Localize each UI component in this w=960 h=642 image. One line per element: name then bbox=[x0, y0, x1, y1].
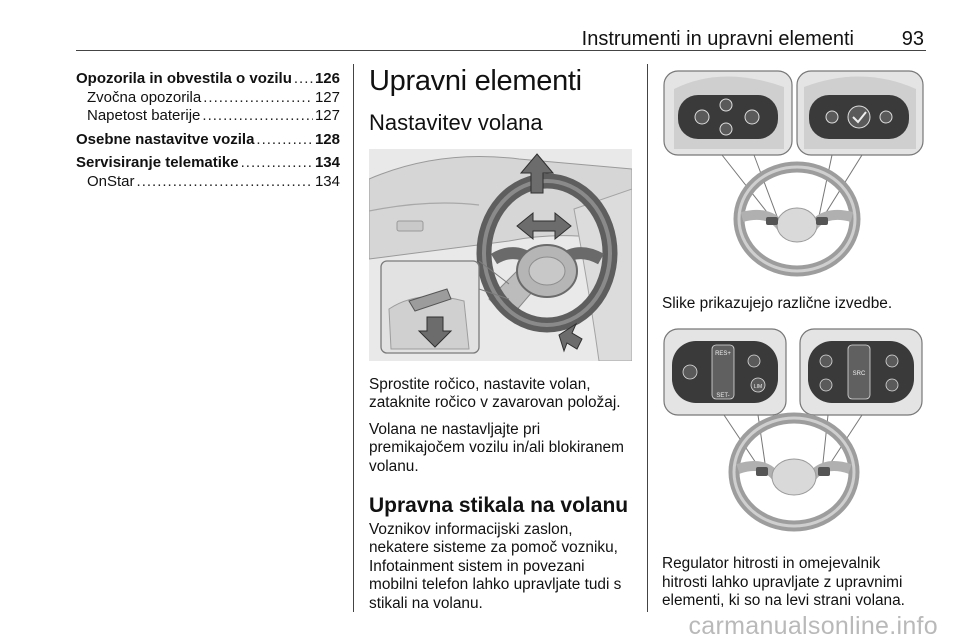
set-label: SET- bbox=[716, 393, 730, 400]
toc-leader bbox=[241, 154, 313, 173]
body-line: mobilni telefon lahko upravljate tudi s bbox=[369, 576, 622, 594]
toc-entry-page: 127 bbox=[314, 107, 340, 124]
toc-entry[interactable] bbox=[76, 70, 340, 89]
toc-leader bbox=[203, 89, 313, 108]
figure-caption: Slike prikazujejo različne izvedbe. bbox=[662, 295, 893, 312]
toc-entry-title: Opozorila in obvestila o vozilu bbox=[76, 70, 292, 87]
toc-leader bbox=[137, 173, 313, 192]
instruction-line: zataknite ročico v zavarovan položaj. bbox=[369, 394, 621, 412]
res-label: RES+ bbox=[715, 351, 731, 358]
warning-line: premikajočem vozilu in/ali blokiranem bbox=[369, 439, 624, 457]
toc-entry-page: 134 bbox=[314, 154, 340, 171]
lim-label: LIM bbox=[753, 384, 763, 391]
column-steering-switches bbox=[662, 64, 928, 611]
header-rule bbox=[76, 50, 926, 51]
watermark: carmanualsonline.info bbox=[688, 612, 938, 640]
toc-entry-title: Osebne nastavitve vozila bbox=[76, 130, 255, 148]
toc-leader bbox=[256, 131, 313, 150]
header-title: Instrumenti in upravni elementi bbox=[581, 28, 854, 50]
toc-entry-page: 126 bbox=[314, 70, 340, 87]
toc-leader bbox=[202, 107, 313, 126]
section-heading: Upravna stikala na volanu bbox=[369, 494, 629, 518]
section-title: Upravni elementi bbox=[369, 65, 582, 97]
warning-line: Volana ne nastavljajte pri bbox=[369, 420, 541, 438]
column-steering-adjustment bbox=[369, 64, 635, 613]
caption-line: hitrosti lahko upravljate z upravnimi bbox=[662, 573, 903, 591]
toc-entry-title: OnStar bbox=[87, 172, 135, 190]
toc-entry[interactable] bbox=[76, 107, 340, 126]
caption-line: elementi, ki so na levi strani volana. bbox=[662, 592, 905, 610]
column-divider-2 bbox=[647, 64, 648, 612]
column-divider-1 bbox=[353, 64, 354, 612]
toc-entry-title: Napetost baterije bbox=[87, 107, 201, 124]
page-header bbox=[76, 28, 928, 50]
body-line: Voznikov informacijski zaslon, bbox=[369, 521, 573, 539]
toc-entry-page: 134 bbox=[314, 172, 340, 190]
toc-entry[interactable] bbox=[76, 131, 340, 150]
toc-entry-page: 127 bbox=[314, 88, 340, 106]
subsection-title: Nastavitev volana bbox=[369, 110, 543, 135]
body-line: Infotainment sistem in povezani bbox=[369, 557, 585, 575]
toc-entry[interactable] bbox=[76, 154, 340, 173]
table-of-contents bbox=[76, 70, 340, 191]
src-label: SRC bbox=[852, 371, 866, 378]
body-line: stikali na volanu. bbox=[369, 594, 483, 612]
toc-entry-title: Zvočna opozorila bbox=[87, 88, 202, 106]
warning-line: volanu. bbox=[369, 457, 419, 475]
body-line: nekatere sisteme za pomoč vozniku, bbox=[369, 539, 618, 557]
toc-entry-page: 128 bbox=[314, 130, 340, 148]
toc-leader bbox=[294, 70, 313, 89]
page-number: 93 bbox=[901, 28, 924, 50]
steering-adjustment-illustration bbox=[369, 149, 632, 361]
toc-entry-title: Servisiranje telematike bbox=[76, 154, 239, 171]
toc-entry[interactable] bbox=[76, 173, 340, 192]
instruction-line: Sprostite ročico, nastavite volan, bbox=[369, 376, 591, 393]
caption-line: Regulator hitrosti in omejevalnik bbox=[662, 555, 881, 573]
steering-switches-illustration-1 bbox=[662, 69, 925, 281]
steering-switches-illustration-2 bbox=[662, 327, 925, 539]
toc-entry[interactable] bbox=[76, 89, 340, 108]
